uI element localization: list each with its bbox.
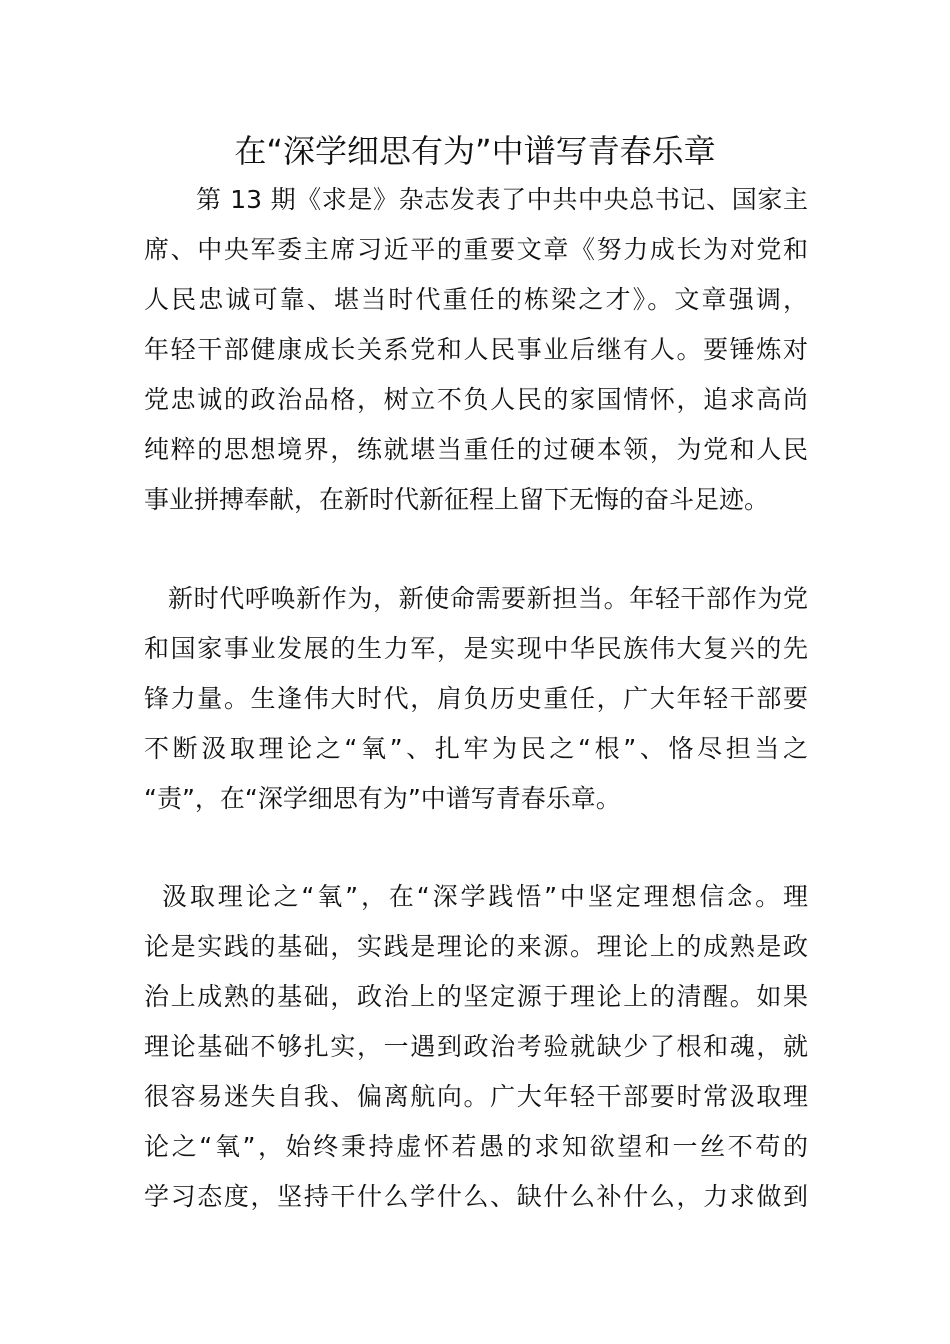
paragraph-2-line-3: 锋力量。生逢伟大时代，肩负历史重任，广大年轻干部要 (144, 684, 808, 713)
paragraph-1-line-2: 席、中央军委主席习近平的重要文章《努力成长为对党和 (144, 235, 808, 264)
paragraph-1-line-1: 第 13 期《求是》杂志发表了中共中央总书记、国家主 (196, 185, 808, 214)
paragraph-2-line-1: 新时代呼唤新作为，新使命需要新担当。年轻干部作为党 (168, 584, 808, 613)
paragraph-3-line-6: 论之“氧”，始终秉持虚怀若愚的求知欲望和一丝不苟的 (144, 1132, 808, 1161)
paragraph-2-line-4: 不断汲取理论之“氧”、扎牢为民之“根”、恪尽担当之 (144, 734, 808, 763)
paragraph-1-line-7: 事业拼搏奉献，在新时代新征程上留下无悔的奋斗足迹。 (144, 485, 770, 514)
paragraph-1-line-4: 年轻干部健康成长关系党和人民事业后继有人。要锤炼对 (144, 335, 808, 364)
paragraph-1-line-3: 人民忠诚可靠、堪当时代重任的栋梁之才》。文章强调， (144, 285, 808, 314)
paragraph-3-line-2: 论是实践的基础，实践是理论的来源。理论上的成熟是政 (144, 932, 808, 961)
paragraph-1-line-5: 党忠诚的政治品格，树立不负人民的家国情怀，追求高尚 (144, 385, 808, 414)
paragraph-3-line-1: 汲取理论之“氧”，在“深学践悟”中坚定理想信念。理 (162, 882, 808, 911)
paragraph-3-line-3: 治上成熟的基础，政治上的坚定源于理论上的清醒。如果 (144, 982, 808, 1011)
paragraph-3-line-4: 理论基础不够扎实，一遇到政治考验就缺少了根和魂，就 (144, 1032, 808, 1061)
paragraph-2-line-2: 和国家事业发展的生力军，是实现中华民族伟大复兴的先 (144, 634, 808, 663)
document-title: 在“深学细思有为”中谱写青春乐章 (234, 132, 716, 170)
paragraph-3-line-7: 学习态度，坚持干什么学什么、缺什么补什么，力求做到 (144, 1182, 808, 1211)
paragraph-3-line-5: 很容易迷失自我、偏离航向。广大年轻干部要时常汲取理 (144, 1082, 808, 1111)
paragraph-2-line-5: “责”，在“深学细思有为”中谱写青春乐章。 (144, 784, 621, 813)
paragraph-1-line-6: 纯粹的思想境界，练就堪当重任的过硬本领，为党和人民 (144, 435, 808, 464)
